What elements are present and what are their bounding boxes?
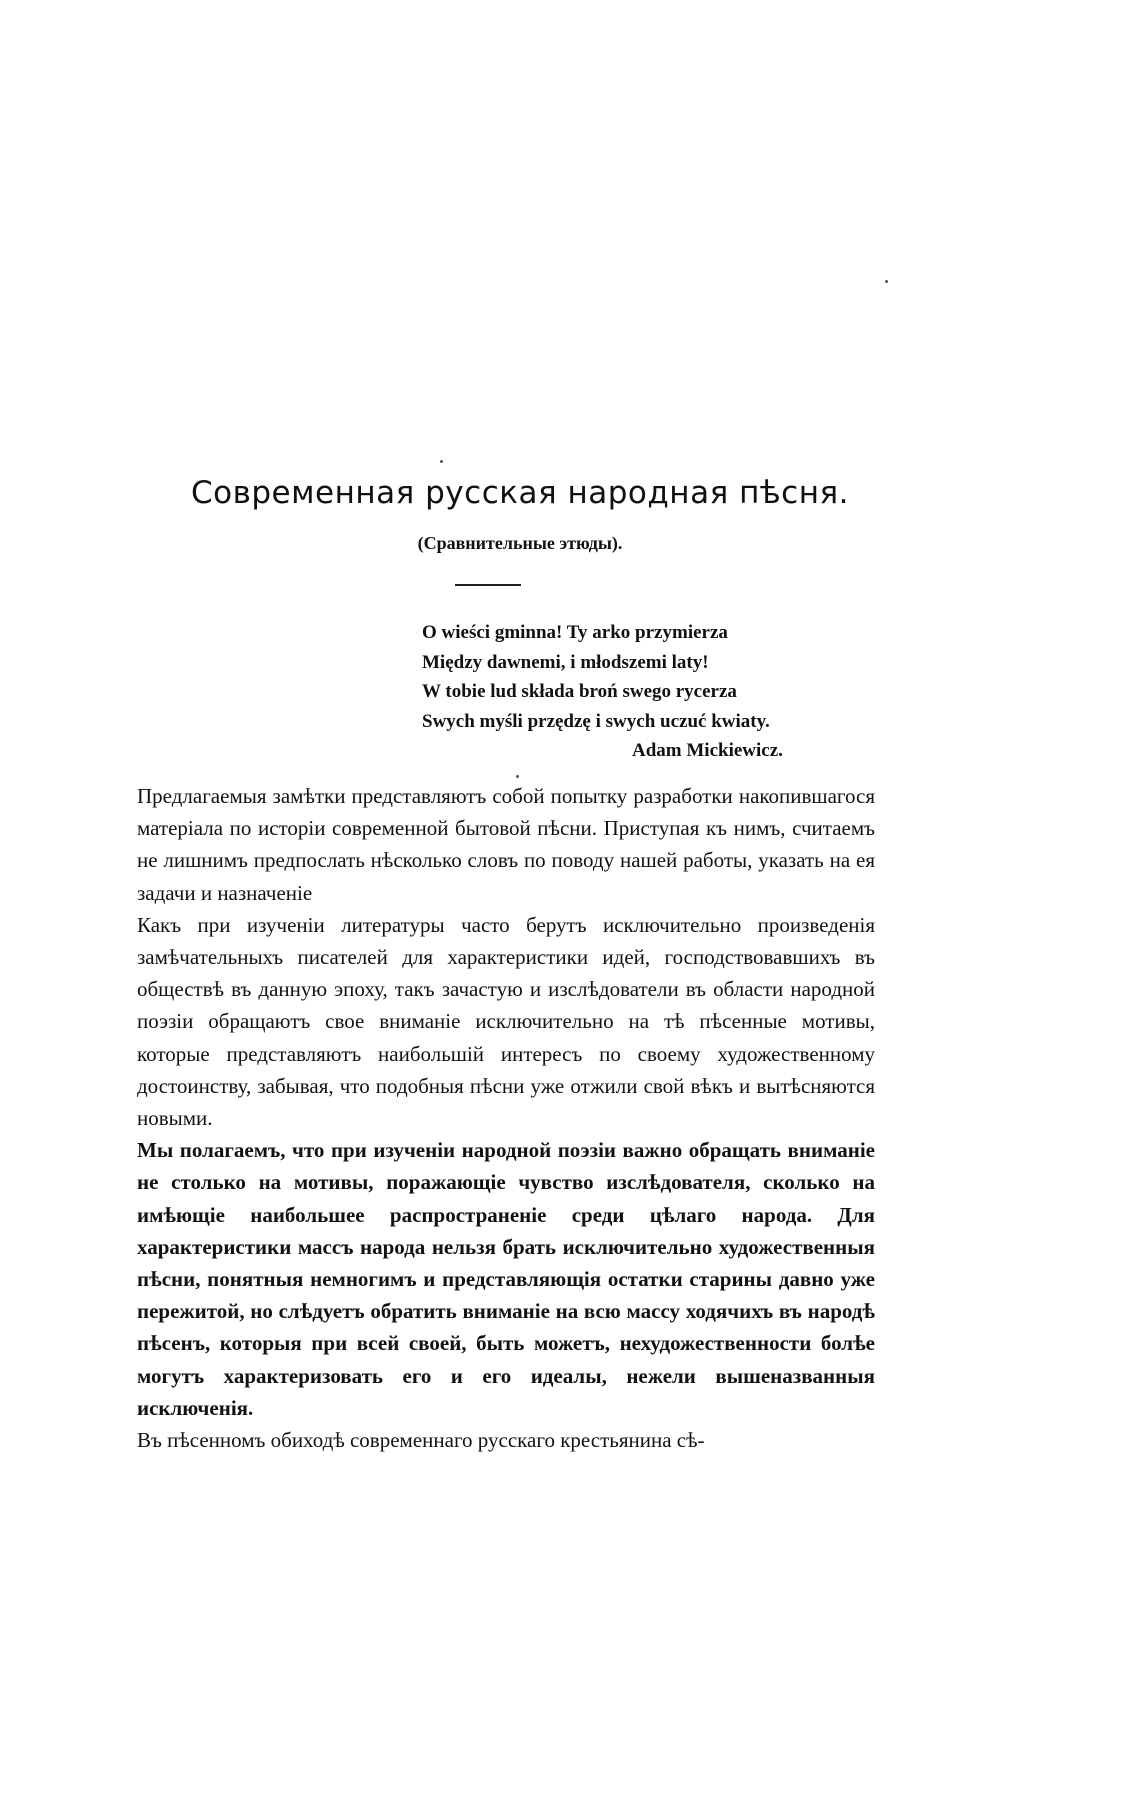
page-subtitle: (Сравнительные этюды). — [417, 533, 623, 553]
title-separator — [455, 584, 521, 586]
epigraph-line: O wieści gminna! Ty arko przymierza — [422, 622, 728, 643]
body-text — [137, 780, 875, 1456]
scan-speck — [440, 460, 443, 463]
paragraph-3: Мы полагаемъ, что при изученіи народной поэзіи важно обращать вниманіе не столько на мотивы, поражающіе чувство изслѣдователя, сколько на имѣющіе наибольшее распространеніе среди цѣлаго народа. Для характеристики массъ народа нельзя брать исключительно художественныя пѣсни, понятныя немногимъ и представляющія остатки старины давно уже пережитой, но слѣдуетъ обратить вниманіе на всю массу ходячихъ въ народѣ пѣсенъ, которыя при всей своей, быть можетъ, нехудожественности болѣе могутъ характеризовать его и его идеалы, нежели вышеназванныя исключенія. — [137, 1138, 875, 1420]
paragraph-4: Въ пѣсенномъ обиходѣ современнаго русскаго крестьянина сѣ- — [137, 1428, 705, 1453]
page-title: Современная русская народная пѣсня. — [191, 475, 849, 511]
epigraph-line: Swych myśli przędzę i swych uczuć kwiaty. — [422, 710, 770, 732]
paragraph-1: Предлагаемыя замѣтки представляютъ собой попытку разработки накопившагося матеріала по исторіи современной бытовой пѣсни. Приступая къ нимъ, считаемъ не лишнимъ предпослать нѣсколько словъ по поводу нашей работы, указать на ея задачи и назначеніе — [137, 784, 875, 905]
epigraph-line: W tobie lud składa broń swego rycerza — [422, 681, 737, 702]
scan-speck — [885, 280, 888, 283]
epigraph-line: Między dawnemi, i młodszemi laty! — [422, 651, 709, 673]
epigraph-author: Adam Mickiewicz. — [632, 740, 783, 761]
paragraph-2: Какъ при изученіи литературы часто берутъ исключительно произведенія замѣчательныхъ писателей для характеристики идей, господствовавшихъ въ обществѣ въ данную эпоху, такъ зачастую и изслѣдователи въ области народной поэзіи обращаютъ свое вниманіе исключительно на тѣ пѣсенные мотивы, которые представляютъ наибольшій интересъ по своему художественному достоинству, забывая, что подобныя пѣсни уже отжили свой вѣкъ и вытѣсняются новыми. — [137, 912, 875, 1131]
epigraph — [422, 618, 902, 766]
scan-speck — [516, 775, 519, 778]
